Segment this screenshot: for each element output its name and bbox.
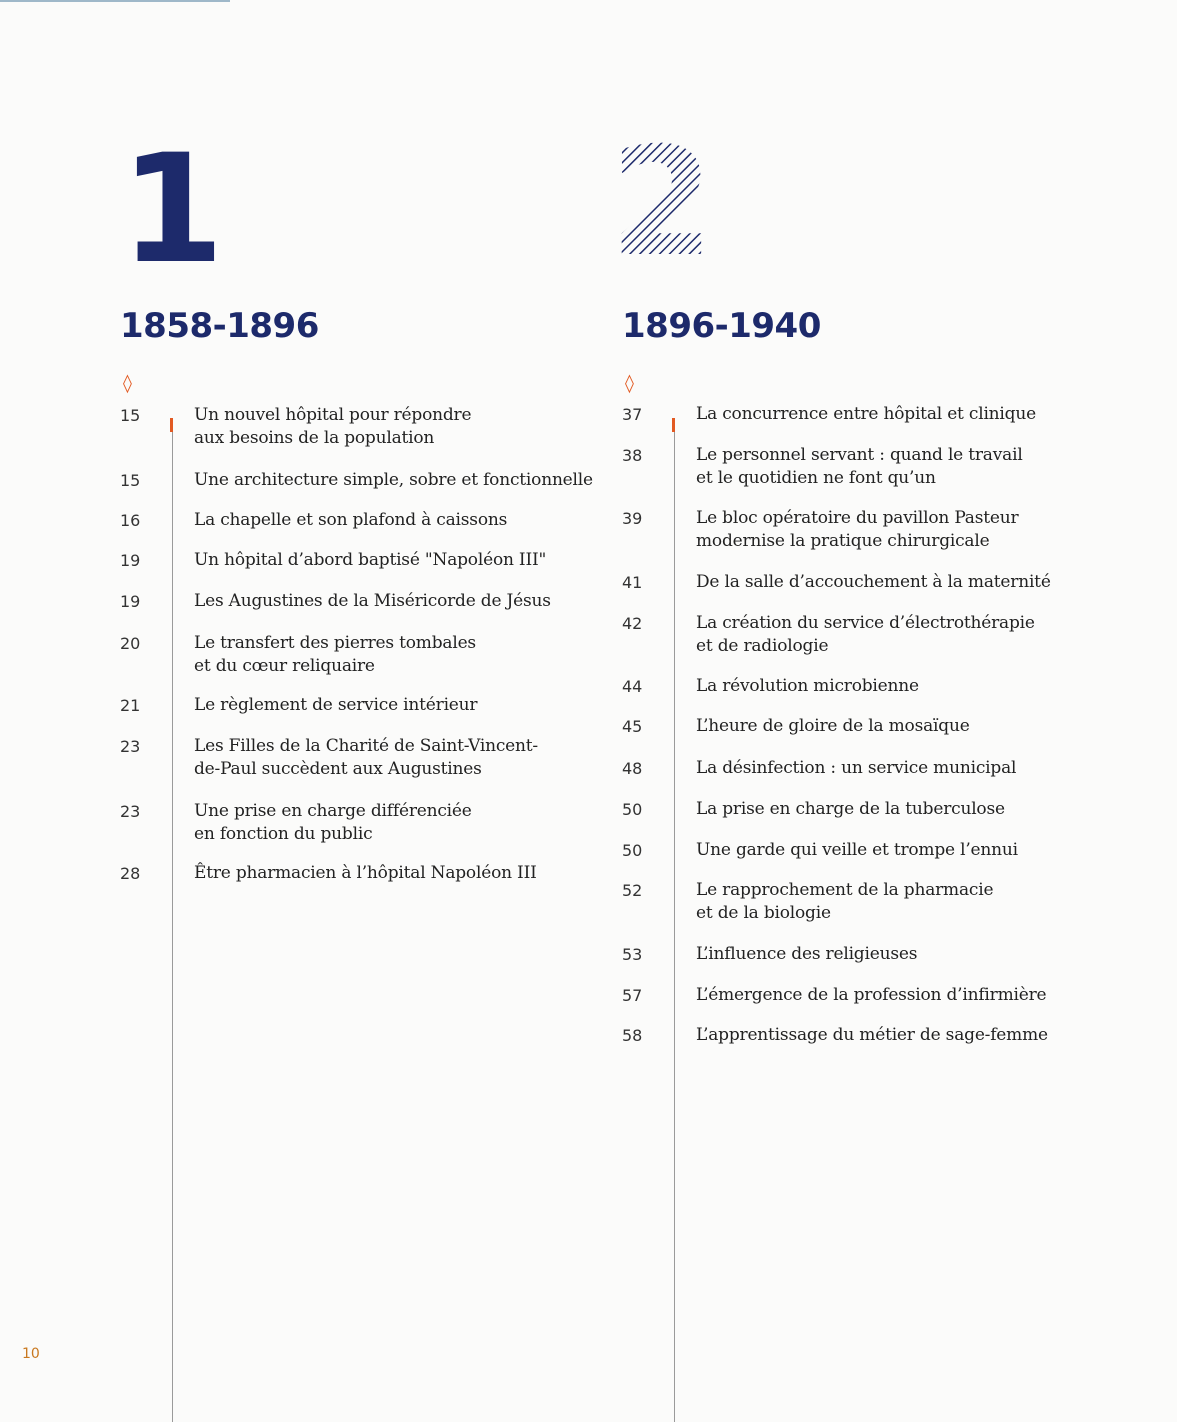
toc-entry-title: L’influence des religieuses: [696, 944, 918, 964]
toc-page-number: 23: [120, 802, 141, 821]
toc-entry-title: Une architecture simple, sobre et fonctionnelle: [194, 470, 593, 490]
toc-page-number: 57: [622, 986, 643, 1005]
toc-entry-title: L’émergence de la profession d’infirmière: [696, 985, 1047, 1005]
toc-entry-title: Le transfert des pierres tombales et du cœur reliquaire: [194, 633, 476, 676]
toc-page-number: 53: [622, 945, 643, 964]
toc-entry-title: La prise en charge de la tuberculose: [696, 799, 1005, 819]
toc-entry-title: La révolution microbienne: [696, 676, 919, 696]
toc-divider-line: [172, 418, 173, 1422]
diamond-icon: ◊: [625, 373, 634, 394]
toc-page-number: 15: [120, 406, 141, 425]
toc-entry-title: L’apprentissage du métier de sage-femme: [696, 1025, 1048, 1045]
toc-entry-title: La désinfection : un service municipal: [696, 758, 1017, 778]
toc-entry-title: Le bloc opératoire du pavillon Pasteur modernise la pratique chirurgicale: [696, 508, 1019, 551]
toc-page-number: 48: [622, 759, 643, 778]
toc-entry-title: Le personnel servant : quand le travail et le quotidien ne font qu’un: [696, 445, 1023, 488]
chapter-2: [609, 0, 1102, 1422]
toc-page-number: 42: [622, 614, 643, 633]
toc-page-number: 38: [622, 446, 643, 465]
toc-page-number: 39: [622, 509, 643, 528]
toc-entry-title: Le règlement de service intérieur: [194, 695, 478, 715]
toc-divider-accent: [672, 418, 675, 432]
toc-entry-title: Une prise en charge différenciée en fonction du public: [194, 801, 472, 844]
toc-page-number: 41: [622, 573, 643, 592]
toc-page-number: 52: [622, 881, 643, 900]
toc-page-number: 16: [120, 511, 141, 530]
chapter-1-number: 1: [120, 123, 225, 297]
chapter-2-years: 1896-1940: [622, 306, 821, 346]
toc-entry-title: L’heure de gloire de la mosaïque: [696, 716, 970, 736]
toc-divider-line: [674, 418, 675, 1422]
toc-entry-title: De la salle d’accouchement à la maternité: [696, 572, 1051, 592]
toc-entry-title: Un nouvel hôpital pour répondre aux besoins de la population: [194, 405, 472, 448]
page-number: 10: [22, 1346, 40, 1362]
toc-page-number: 50: [622, 841, 643, 860]
toc-page-number: 19: [120, 592, 141, 611]
toc-page-number: 20: [120, 634, 141, 653]
toc-divider-accent: [170, 418, 173, 432]
toc-entry-title: La chapelle et son plafond à caissons: [194, 510, 508, 530]
toc-page-number: 50: [622, 800, 643, 819]
toc-entry-title: Les Filles de la Charité de Saint-Vincent- de-Paul succèdent aux Augustines: [194, 736, 538, 779]
toc-entry-title: Les Augustines de la Miséricorde de Jésus: [194, 591, 551, 611]
toc-page-number: 15: [120, 471, 141, 490]
toc-page-number: 37: [622, 405, 643, 424]
toc-page-number: 28: [120, 864, 141, 883]
diamond-icon: ◊: [123, 373, 132, 394]
chapter-1-years: 1858-1896: [120, 306, 319, 346]
toc-entry-title: Une garde qui veille et trompe l’ennui: [696, 840, 1018, 860]
toc-entry-title: La concurrence entre hôpital et clinique: [696, 404, 1036, 424]
toc-page-number: 44: [622, 677, 643, 696]
toc-page-number: 19: [120, 551, 141, 570]
toc-entry-title: Le rapprochement de la pharmacie et de la biologie: [696, 880, 994, 923]
toc-page-number: 45: [622, 717, 643, 736]
chapter-2-number: [609, 116, 715, 290]
toc-entry-title: Un hôpital d’abord baptisé "Napoléon III": [194, 550, 547, 570]
toc-entry-title: Être pharmacien à l’hôpital Napoléon III: [194, 863, 537, 883]
toc-page-number: 21: [120, 696, 141, 715]
chapter-2-number-text: 2: [609, 116, 715, 290]
toc-page-number: 23: [120, 737, 141, 756]
chapter-1: [120, 0, 600, 1422]
toc-page-number: 58: [622, 1026, 643, 1045]
toc-entry-title: La création du service d’électrothérapie et de radiologie: [696, 613, 1035, 656]
